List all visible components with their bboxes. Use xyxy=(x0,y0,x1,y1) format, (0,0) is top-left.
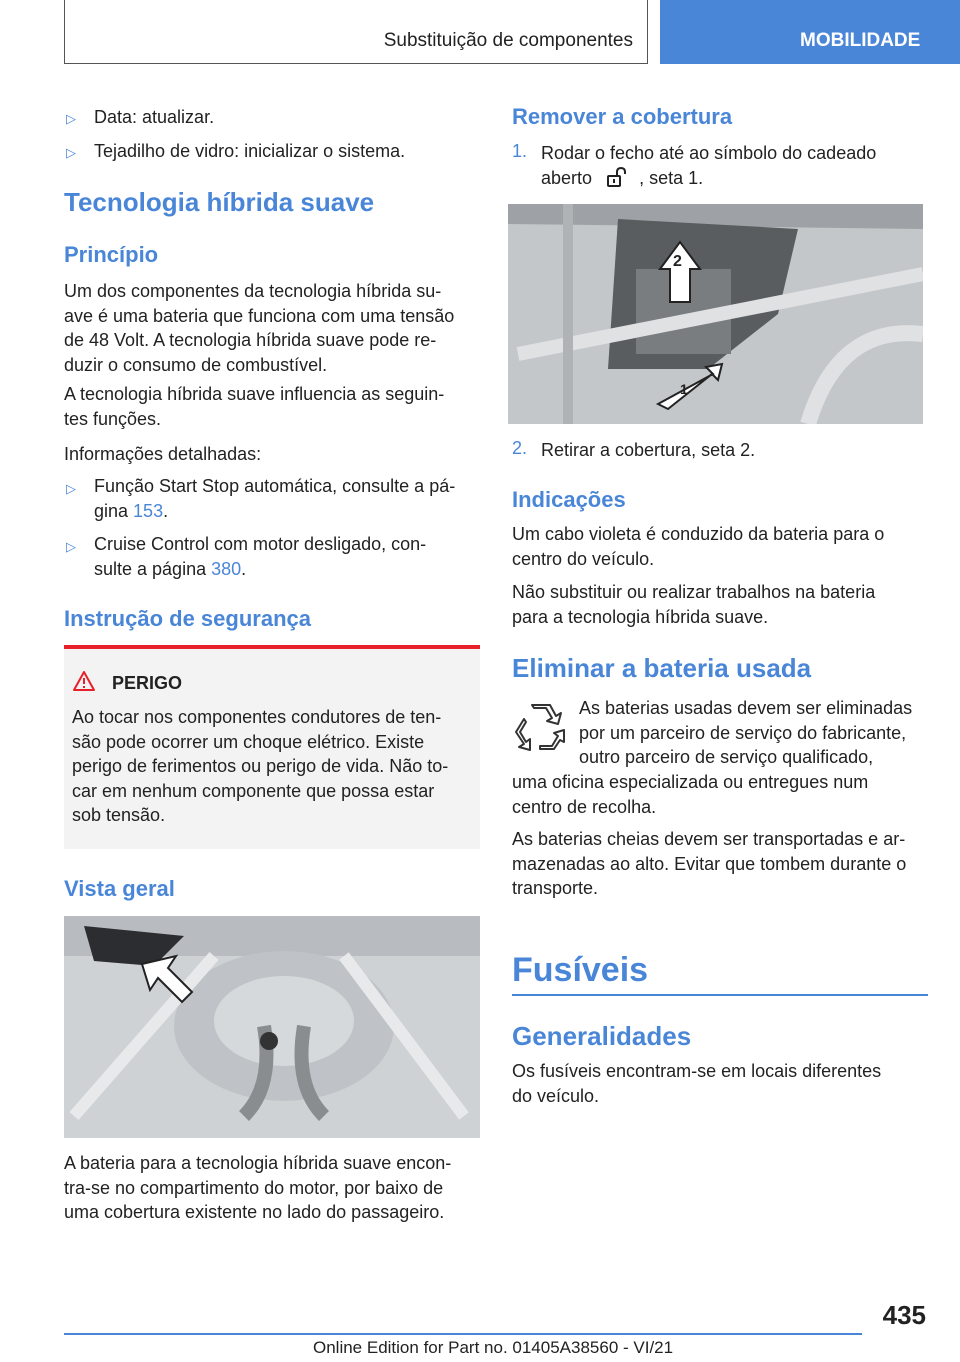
paragraph-eliminar-2: As baterias cheias devem ser transportadas e ar- mazenadas ao alto. Evitar que tombem durante o transporte. xyxy=(512,829,907,898)
arrow-1-label: 1 xyxy=(680,381,688,397)
page-number: 435 xyxy=(882,1300,926,1330)
warning-text: Ao tocar nos componentes condutores de ten- são pode ocorrer um choque elétrico. Existe perigo de ferimentos ou perigo de vida. Não to- car em nenhum componente que possa estar sob tensão. xyxy=(72,707,449,825)
warning-box xyxy=(64,649,480,849)
paragraph-indicacoes-1: Um cabo violeta é conduzido da bateria para o centro do veículo. xyxy=(512,524,885,569)
page-link-380[interactable]: 380 xyxy=(211,558,242,579)
paragraph-eliminar-cont: uma oficina especializada ou entregues num centro de recolha. xyxy=(512,772,869,817)
heading-indicacoes: Indicações xyxy=(512,487,626,512)
heading-tecnologia: Tecnologia híbrida suave xyxy=(64,187,375,217)
header-chapter-title: MOBILIDADE xyxy=(800,30,921,51)
bullet-item: Tejadilho de vidro: inicializar o sistema. xyxy=(94,141,406,161)
caption-vista: A bateria para a tecnologia híbrida suave encon- tra-se no compartimento do motor, por baixo de uma cobertura existente no lado do passageiro. xyxy=(64,1153,452,1222)
paragraph-generalidades: Os fusíveis encontram-se em locais diferentes do veículo. xyxy=(512,1061,882,1106)
recycling-icon xyxy=(514,700,566,752)
warning-icon xyxy=(72,670,96,692)
paragraph-eliminar-indent: As baterias usadas devem ser eliminadas por um parceiro de serviço do fabricante, outro parceiro de serviço qualificado, xyxy=(579,698,913,767)
step-number: 1. xyxy=(512,141,528,161)
paragraph-principio: Um dos componentes da tecnologia híbrida su- ave é uma bateria que funciona com uma tensão de 48 Volt. A tecnologia híbrida suave pode re- duzir o consumo de combustível. xyxy=(64,281,455,375)
footer-rule xyxy=(64,1333,862,1335)
heading-remover: Remover a cobertura xyxy=(512,104,733,129)
header-section-box xyxy=(64,0,648,64)
footer-edition: Online Edition for Part no. 01405A38560 - VI/21 xyxy=(313,1338,674,1357)
heading-seguranca: Instrução de segurança xyxy=(64,606,311,631)
bullet-item: Data: atualizar. xyxy=(94,107,215,127)
section-rule xyxy=(512,994,928,996)
header-section-title: Substituição de componentes xyxy=(383,30,633,51)
step-2-text: Retirar a cobertura, seta 2. xyxy=(541,440,756,460)
heading-vista-geral: Vista geral xyxy=(64,876,175,901)
paragraph-indicacoes-2: Não substituir ou realizar trabalhos na bateria para a tecnologia híbrida suave. xyxy=(512,582,876,627)
page-link-153[interactable]: 153 xyxy=(133,500,164,521)
bullet-triangle-icon: ▷ xyxy=(66,539,76,554)
engine-overview-image xyxy=(64,916,480,1138)
heading-fusiveis: Fusíveis xyxy=(512,951,649,989)
warning-title: PERIGO xyxy=(112,673,183,693)
paragraph-informacoes: Informações detalhadas: xyxy=(64,444,262,464)
bullet-item: Cruise Control com motor desligado, con- sulte a página 380. xyxy=(94,534,427,579)
step-number: 2. xyxy=(512,438,528,458)
unlock-icon xyxy=(605,166,631,188)
arrow-2-label: 2 xyxy=(673,253,682,270)
bullet-triangle-icon: ▷ xyxy=(66,145,76,160)
header-chapter-tab xyxy=(660,0,960,64)
bullet-item: Função Start Stop automática, consulte a pá- gina 153. xyxy=(94,476,456,521)
heading-generalidades: Generalidades xyxy=(512,1021,692,1051)
heading-eliminar: Eliminar a bateria usada xyxy=(512,653,812,683)
battery-cover-image xyxy=(508,204,923,424)
paragraph-influencia: A tecnologia híbrida suave influencia as seguin- tes funções. xyxy=(64,384,445,429)
bullet-triangle-icon: ▷ xyxy=(66,111,76,126)
heading-principio: Princípio xyxy=(64,242,159,267)
step-1-text: Rodar o fecho até ao símbolo do cadeado aberto , seta 1. xyxy=(541,143,877,188)
bullet-triangle-icon: ▷ xyxy=(66,481,76,496)
